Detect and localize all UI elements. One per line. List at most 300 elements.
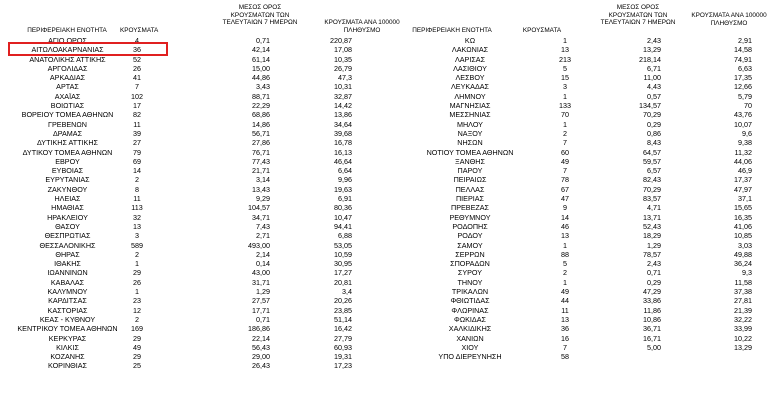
- table-row: [390, 82, 780, 91]
- table-row: [0, 129, 380, 138]
- cases-cell: 9: [563, 203, 567, 213]
- avg-cell: 42,14: [252, 45, 270, 55]
- avg-cell: 11,86: [643, 305, 661, 315]
- cases-cell: 13: [561, 314, 569, 324]
- cases-cell: 2: [135, 249, 139, 259]
- rate-cell: 41,06: [734, 221, 752, 231]
- rate-cell: 10,59: [334, 249, 352, 259]
- avg-cell: 218,14: [639, 54, 661, 64]
- table-row: [390, 129, 780, 138]
- cases-cell: 11: [561, 305, 569, 315]
- region-cell: ΝΗΣΩΝ: [457, 138, 483, 148]
- rate-cell: 16,35: [734, 212, 752, 222]
- rate-cell: 10,31: [334, 82, 352, 92]
- region-cell: ΗΛΕΙΑΣ: [54, 194, 81, 204]
- table-row: [390, 36, 780, 45]
- region-cell: ΚΟΡΙΝΘΙΑΣ: [48, 361, 87, 371]
- region-cell: ΛΕΣΒΟΥ: [455, 73, 485, 83]
- table-row: [0, 334, 380, 343]
- avg-cell: 56,71: [252, 128, 270, 138]
- table-row: [0, 352, 380, 361]
- rate-cell: 37,38: [734, 287, 752, 297]
- cases-cell: 7: [563, 138, 567, 148]
- rate-cell: 74,91: [734, 54, 752, 64]
- rate-cell: 9,38: [738, 138, 752, 148]
- rate-cell: 70: [744, 101, 752, 111]
- rate-cell: 10,35: [334, 54, 352, 64]
- table-row: [390, 166, 780, 175]
- table-row: [390, 222, 780, 231]
- region-cell: ΛΗΜΝΟΥ: [454, 91, 486, 101]
- region-cell: ΒΟΙΩΤΙΑΣ: [50, 101, 85, 111]
- avg-cell: 36,71: [643, 324, 661, 334]
- avg-cell: 27,57: [252, 296, 270, 306]
- avg-cell: 15,00: [252, 63, 270, 73]
- rate-cell: 15,65: [734, 203, 752, 213]
- avg-cell: 70,29: [643, 184, 661, 194]
- region-cell: ΔΥΤΙΚΟΥ ΤΟΜΕΑ ΑΘΗΝΩΝ: [22, 147, 113, 157]
- rate-cell: 20,81: [334, 277, 352, 287]
- rate-cell: 3,4: [342, 287, 352, 297]
- cases-cell: 4: [135, 36, 139, 45]
- region-cell: ΑΧΑΪΑΣ: [54, 91, 81, 101]
- cases-cell: 8: [135, 184, 139, 194]
- cases-cell: 3: [135, 231, 139, 241]
- avg-cell: 27,86: [252, 138, 270, 148]
- rate-cell: 32,22: [734, 314, 752, 324]
- rate-cell: 46,64: [334, 156, 352, 166]
- region-cell: ΑΝΑΤΟΛΙΚΗΣ ΑΤΤΙΚΗΣ: [29, 54, 106, 64]
- rate-cell: 32,87: [334, 91, 352, 101]
- rate-cell: 17,37: [734, 175, 752, 185]
- region-cell: ΕΒΡΟΥ: [55, 156, 80, 166]
- rate-cell: 3,03: [738, 240, 752, 250]
- avg-cell: 22,14: [252, 333, 270, 343]
- right-header-avg: [583, 4, 693, 27]
- table-row: [0, 101, 380, 110]
- table-row: [390, 306, 780, 315]
- region-cell: ΚΙΛΚΙΣ: [56, 342, 79, 352]
- region-cell: ΠΙΕΡΙΑΣ: [455, 194, 484, 204]
- table-row: [0, 213, 380, 222]
- table-row: [390, 213, 780, 222]
- rate-cell: 5,79: [738, 91, 752, 101]
- rate-cell: 27,79: [334, 333, 352, 343]
- region-cell: ΚΕΑΣ - ΚΥΘΝΟΥ: [39, 314, 96, 324]
- right-header-region: ΠΕΡΙΦΕΡΕΙΑΚΗ ΕΝΟΤΗΤΑ: [412, 27, 492, 34]
- table-row: [390, 92, 780, 101]
- table-row: [390, 64, 780, 73]
- table-row: [390, 148, 780, 157]
- table-row: [0, 64, 380, 73]
- region-cell: ΚΑΒΑΛΑΣ: [50, 277, 85, 287]
- table-row: [390, 120, 780, 129]
- avg-cell: 0,86: [647, 128, 661, 138]
- cases-cell: 13: [133, 221, 141, 231]
- left-header-avg-line2: ΚΡΟΥΣΜΑΤΩΝ ΤΩΝ: [230, 11, 290, 19]
- cases-cell: 79: [133, 147, 141, 157]
- region-cell: ΠΑΡΟΥ: [457, 166, 483, 176]
- avg-cell: 1,29: [647, 240, 661, 250]
- avg-cell: 47,29: [643, 287, 661, 297]
- rate-cell: 9,6: [742, 128, 752, 138]
- table-row: [390, 352, 780, 361]
- region-cell: ΑΡΓΟΛΙΔΑΣ: [47, 63, 88, 73]
- region-cell: ΡΕΘΥΜΝΟΥ: [449, 212, 491, 222]
- region-cell: ΘΕΣΠΡΩΤΙΑΣ: [44, 231, 91, 241]
- table-row: [0, 361, 380, 370]
- table-row: [390, 287, 780, 296]
- left-table-body: [0, 36, 380, 371]
- avg-cell: 68,86: [252, 110, 270, 120]
- cases-cell: 36: [561, 324, 569, 334]
- rate-cell: 51,14: [334, 314, 352, 324]
- cases-cell: 29: [133, 352, 141, 362]
- region-cell: ΜΑΓΝΗΣΙΑΣ: [449, 101, 491, 111]
- avg-cell: 29,00: [252, 352, 270, 362]
- cases-cell: 29: [133, 333, 141, 343]
- cases-cell: 5: [563, 259, 567, 269]
- avg-cell: 1,29: [256, 287, 270, 297]
- rate-cell: 53,05: [334, 240, 352, 250]
- region-cell: ΚΕΡΚΥΡΑΣ: [48, 333, 87, 343]
- avg-cell: 43,00: [252, 268, 270, 278]
- avg-cell: 78,57: [643, 249, 661, 259]
- rate-cell: 17,23: [334, 361, 352, 371]
- table-row: [390, 250, 780, 259]
- cases-cell: 1: [563, 277, 567, 287]
- rate-cell: 44,06: [734, 156, 752, 166]
- avg-cell: 0,71: [256, 36, 270, 45]
- cases-cell: 26: [133, 63, 141, 73]
- region-cell: ΚΑΣΤΟΡΙΑΣ: [47, 305, 88, 315]
- avg-cell: 17,71: [252, 305, 270, 315]
- rate-cell: 6,63: [738, 63, 752, 73]
- avg-cell: 3,14: [256, 175, 270, 185]
- cases-cell: 41: [133, 73, 141, 83]
- region-cell: ΕΥΒΟΙΑΣ: [51, 166, 84, 176]
- rate-cell: 16,78: [334, 138, 352, 148]
- rate-cell: 20,26: [334, 296, 352, 306]
- region-cell: ΛΑΣΙΘΙΟΥ: [453, 63, 487, 73]
- region-cell: ΑΡΤΑΣ: [56, 82, 79, 92]
- rate-cell: 16,42: [334, 324, 352, 334]
- rate-cell: 46,9: [738, 166, 752, 176]
- table-row: [0, 185, 380, 194]
- table-row: [0, 138, 380, 147]
- region-cell: ΡΟΔΟΠΗΣ: [452, 221, 488, 231]
- avg-cell: 83,57: [643, 194, 661, 204]
- avg-cell: 34,71: [252, 212, 270, 222]
- avg-cell: 70,29: [643, 110, 661, 120]
- table-row: [0, 250, 380, 259]
- avg-cell: 6,71: [647, 63, 661, 73]
- cases-cell: 7: [563, 166, 567, 176]
- rate-cell: 10,07: [734, 119, 752, 129]
- region-cell: ΒΟΡΕΙΟΥ ΤΟΜΕΑ ΑΘΗΝΩΝ: [21, 110, 114, 120]
- rate-cell: 11,58: [734, 277, 752, 287]
- region-cell: ΦΩΚΙΔΑΣ: [454, 314, 486, 324]
- avg-cell: 52,43: [643, 221, 661, 231]
- region-cell: ΑΙΤΩΛΟΑΚΑΡΝΑΝΙΑΣ: [31, 45, 104, 55]
- rate-cell: 16,13: [334, 147, 352, 157]
- left-header-avg-line1: ΜΕΣΟΣ ΟΡΟΣ: [238, 4, 282, 11]
- rate-cell: 19,63: [334, 184, 352, 194]
- region-cell: ΦΘΙΩΤΙΔΑΣ: [450, 296, 490, 306]
- rate-cell: 9,96: [338, 175, 352, 185]
- table-row: [390, 296, 780, 305]
- avg-cell: 88,71: [252, 91, 270, 101]
- table-row: [390, 110, 780, 119]
- region-cell: ΙΩΑΝΝΙΝΩΝ: [47, 268, 88, 278]
- cases-cell: 213: [559, 54, 571, 64]
- region-cell: ΠΕΙΡΑΙΩΣ: [453, 175, 487, 185]
- cases-cell: 49: [133, 342, 141, 352]
- region-cell: ΝΑΞΟΥ: [457, 128, 483, 138]
- cases-cell: 13: [561, 45, 569, 55]
- cases-cell: 1: [135, 259, 139, 269]
- region-cell: ΚΟΖΑΝΗΣ: [50, 352, 85, 362]
- region-cell: ΘΗΡΑΣ: [55, 249, 80, 259]
- cases-cell: 2: [135, 314, 139, 324]
- avg-cell: 0,71: [256, 314, 270, 324]
- avg-cell: 18,29: [643, 231, 661, 241]
- region-cell: ΘΑΣΟΥ: [55, 221, 80, 231]
- table-row: [0, 268, 380, 277]
- cases-cell: 1: [563, 119, 567, 129]
- cases-cell: 29: [133, 268, 141, 278]
- avg-cell: 4,43: [647, 82, 661, 92]
- cases-cell: 11: [133, 119, 141, 129]
- avg-cell: 3,43: [256, 82, 270, 92]
- table-row: [390, 203, 780, 212]
- region-cell: ΠΕΛΛΑΣ: [455, 184, 485, 194]
- right-header-rate: [683, 12, 775, 27]
- cases-cell: 32: [133, 212, 141, 222]
- table-row: [0, 306, 380, 315]
- right-header-rate-line1: ΚΡΟΥΣΜΑΤΑ ΑΝΑ 100000: [691, 12, 767, 19]
- table-row: [390, 259, 780, 268]
- region-cell: ΗΡΑΚΛΕΙΟΥ: [47, 212, 88, 222]
- avg-cell: 0,29: [647, 119, 661, 129]
- rate-cell: 27,81: [734, 296, 752, 306]
- rate-cell: 30,95: [334, 259, 352, 269]
- table-row: [390, 175, 780, 184]
- avg-cell: 8,43: [647, 138, 661, 148]
- cases-cell: 49: [561, 287, 569, 297]
- rate-cell: 10,22: [734, 333, 752, 343]
- rate-cell: 17,35: [734, 73, 752, 83]
- cases-cell: 44: [561, 296, 569, 306]
- region-cell: ΣΕΡΡΩΝ: [455, 249, 485, 259]
- region-cell: ΚΩ: [464, 36, 476, 45]
- cases-cell: 102: [131, 91, 143, 101]
- avg-cell: 44,86: [252, 73, 270, 83]
- cases-cell: 49: [561, 156, 569, 166]
- rate-cell: 17,08: [334, 45, 352, 55]
- rate-cell: 6,88: [338, 231, 352, 241]
- avg-cell: 2,71: [256, 231, 270, 241]
- avg-cell: 0,14: [256, 259, 270, 269]
- cases-cell: 52: [133, 54, 141, 64]
- cases-cell: 69: [133, 156, 141, 166]
- rate-cell: 9,3: [742, 268, 752, 278]
- region-cell: ΘΕΣΣΑΛΟΝΙΚΗΣ: [39, 240, 96, 250]
- avg-cell: 11,00: [643, 73, 661, 83]
- region-cell: ΤΗΝΟΥ: [457, 277, 483, 287]
- table-row: [0, 241, 380, 250]
- table-row: [0, 73, 380, 82]
- cases-cell: 82: [133, 110, 141, 120]
- table-row: [390, 278, 780, 287]
- region-cell: ΧΑΝΙΩΝ: [456, 333, 484, 343]
- left-header-region: ΠΕΡΙΦΕΡΕΙΑΚΗ ΕΝΟΤΗΤΑ: [27, 27, 107, 34]
- avg-cell: 13,71: [643, 212, 661, 222]
- avg-cell: 134,57: [639, 101, 661, 111]
- cases-cell: 1: [135, 287, 139, 297]
- region-cell: ΦΛΩΡΙΝΑΣ: [451, 305, 489, 315]
- rate-cell: 43,76: [734, 110, 752, 120]
- rate-cell: 6,91: [338, 194, 352, 204]
- avg-cell: 2,43: [647, 259, 661, 269]
- region-cell: ΑΓΙΟ ΟΡΟΣ: [48, 36, 87, 45]
- region-cell: ΛΕΥΚΑΔΑΣ: [450, 82, 489, 92]
- rate-cell: 14,42: [334, 101, 352, 111]
- table-row: [0, 315, 380, 324]
- table-row: [390, 231, 780, 240]
- cases-cell: 46: [561, 221, 569, 231]
- rate-cell: 10,47: [334, 212, 352, 222]
- table-row: [0, 36, 380, 45]
- rate-cell: 11,32: [734, 147, 752, 157]
- rate-cell: 60,93: [334, 342, 352, 352]
- table-row: [0, 343, 380, 352]
- avg-cell: 76,71: [252, 147, 270, 157]
- rate-cell: 13,86: [334, 110, 352, 120]
- cases-cell: 13: [561, 231, 569, 241]
- region-cell: ΞΑΝΘΗΣ: [455, 156, 485, 166]
- avg-cell: 22,29: [252, 101, 270, 111]
- avg-cell: 7,43: [256, 221, 270, 231]
- rate-cell: 17,27: [334, 268, 352, 278]
- rate-cell: 36,24: [734, 259, 752, 269]
- rate-cell: 21,39: [734, 305, 752, 315]
- cases-cell: 14: [133, 166, 141, 176]
- rate-cell: 47,3: [338, 73, 352, 83]
- cases-cell: 1: [563, 240, 567, 250]
- table-row: [390, 101, 780, 110]
- rate-cell: 39,68: [334, 128, 352, 138]
- table-row: [0, 287, 380, 296]
- cases-cell: 36: [133, 45, 141, 55]
- region-cell: ΠΡΕΒΕΖΑΣ: [451, 203, 489, 213]
- cases-cell: 26: [133, 277, 141, 287]
- rate-cell: 220,87: [330, 36, 352, 45]
- rate-cell: 33,99: [734, 324, 752, 334]
- cases-cell: 12: [133, 305, 141, 315]
- table-row: [0, 175, 380, 184]
- left-header-avg-line3: ΤΕΛΕΥΤΑΙΩΝ 7 ΗΜΕΡΩΝ: [222, 19, 298, 27]
- avg-cell: 0,57: [647, 91, 661, 101]
- avg-cell: 31,71: [252, 277, 270, 287]
- cases-cell: 169: [131, 324, 143, 334]
- region-cell: ΗΜΑΘΙΑΣ: [51, 203, 84, 213]
- table-row: [0, 231, 380, 240]
- rate-cell: 34,64: [334, 119, 352, 129]
- region-cell: ΔΡΑΜΑΣ: [52, 128, 83, 138]
- cases-cell: 7: [563, 342, 567, 352]
- table-row: [0, 296, 380, 305]
- cases-cell: 27: [133, 138, 141, 148]
- table-row: [390, 241, 780, 250]
- avg-cell: 10,86: [643, 314, 661, 324]
- region-cell: ΛΑΡΙΣΑΣ: [454, 54, 486, 64]
- cases-cell: 2: [563, 268, 567, 278]
- right-table-body: [390, 36, 780, 361]
- rate-cell: 80,36: [334, 203, 352, 213]
- rate-cell: 12,66: [734, 82, 752, 92]
- region-cell: ΚΕΝΤΡΙΚΟΥ ΤΟΜΕΑ ΑΘΗΝΩΝ: [17, 324, 118, 334]
- table-row: [0, 324, 380, 333]
- cases-cell: 2: [135, 175, 139, 185]
- avg-cell: 13,43: [252, 184, 270, 194]
- region-cell: ΧΙΟΥ: [461, 342, 479, 352]
- cases-cell: 133: [559, 101, 571, 111]
- table-row: [0, 110, 380, 119]
- table-row: [390, 138, 780, 147]
- avg-cell: 82,43: [643, 175, 661, 185]
- table-row: [0, 92, 380, 101]
- cases-cell: 70: [561, 110, 569, 120]
- rate-cell: 6,64: [338, 166, 352, 176]
- region-cell: ΣΑΜΟΥ: [457, 240, 483, 250]
- cases-cell: 25: [133, 361, 141, 371]
- table-row: [0, 259, 380, 268]
- table-row: [390, 45, 780, 54]
- region-cell: ΧΑΛΚΙΔΙΚΗΣ: [448, 324, 492, 334]
- table-row: [390, 334, 780, 343]
- table-row: [0, 45, 380, 54]
- avg-cell: 0,71: [647, 268, 661, 278]
- cases-cell: 78: [561, 175, 569, 185]
- avg-cell: 26,43: [252, 361, 270, 371]
- rate-cell: 14,58: [734, 45, 752, 55]
- table-row: [0, 222, 380, 231]
- left-header-rate-line2: ΠΛΗΘΥΣΜΟ: [343, 26, 381, 34]
- region-cell: ΜΕΣΣΗΝΙΑΣ: [449, 110, 491, 120]
- table-row: [0, 55, 380, 64]
- table-row: [390, 55, 780, 64]
- avg-cell: 59,57: [643, 156, 661, 166]
- avg-cell: 0,29: [647, 277, 661, 287]
- cases-cell: 17: [133, 101, 141, 111]
- avg-cell: 21,71: [252, 166, 270, 176]
- cases-cell: 16: [561, 333, 569, 343]
- avg-cell: 61,14: [252, 54, 270, 64]
- table-row: [390, 73, 780, 82]
- right-header-cases: ΚΡΟΥΣΜΑΤΑ: [522, 27, 562, 34]
- left-header-cases: ΚΡΟΥΣΜΑΤΑ: [120, 27, 159, 34]
- table-row: [390, 268, 780, 277]
- avg-cell: 77,43: [252, 156, 270, 166]
- region-cell: ΚΑΛΥΜΝΟΥ: [47, 287, 88, 297]
- region-cell: ΥΠΟ ΔΙΕΡΕΥΝΗΣΗ: [438, 352, 502, 362]
- table-row: [0, 278, 380, 287]
- table-row: [0, 157, 380, 166]
- region-cell: ΖΑΚΥΝΘΟΥ: [47, 184, 88, 194]
- rate-cell: 49,88: [734, 249, 752, 259]
- rate-cell: 10,85: [734, 231, 752, 241]
